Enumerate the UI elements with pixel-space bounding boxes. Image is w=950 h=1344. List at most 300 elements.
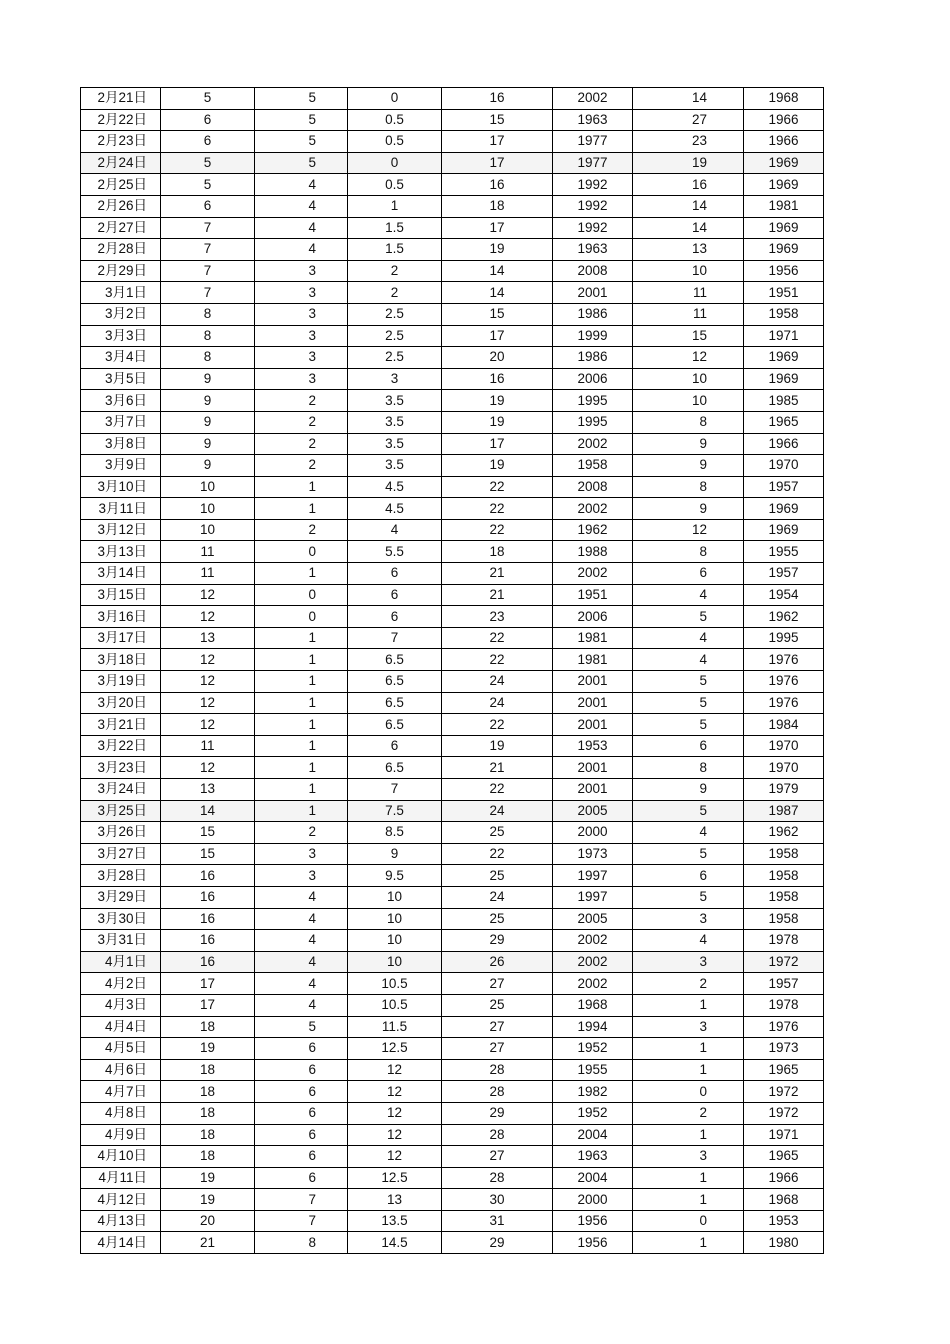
- avg-high-cell[interactable]: 16: [161, 865, 255, 887]
- record-low-year-cell[interactable]: 1972: [744, 951, 824, 973]
- record-low-year-cell[interactable]: 1955: [744, 541, 824, 563]
- record-low-cell[interactable]: 4: [633, 930, 744, 952]
- record-high-cell[interactable]: 31: [442, 1210, 553, 1232]
- avg-mean-cell[interactable]: 2.5: [348, 303, 442, 325]
- avg-high-cell[interactable]: 16: [161, 930, 255, 952]
- record-low-year-cell[interactable]: 1968: [744, 88, 824, 110]
- avg-high-cell[interactable]: 18: [161, 1016, 255, 1038]
- date-cell[interactable]: 4月6日: [81, 1059, 161, 1081]
- record-high-year-cell[interactable]: 2002: [553, 930, 633, 952]
- record-low-cell[interactable]: 12: [633, 519, 744, 541]
- avg-high-cell[interactable]: 7: [161, 260, 255, 282]
- record-low-cell[interactable]: 4: [633, 627, 744, 649]
- date-cell[interactable]: 3月10日: [81, 476, 161, 498]
- record-low-year-cell[interactable]: 1972: [744, 1102, 824, 1124]
- record-high-year-cell[interactable]: 1997: [553, 865, 633, 887]
- avg-high-cell[interactable]: 6: [161, 109, 255, 131]
- avg-high-cell[interactable]: 7: [161, 282, 255, 304]
- record-high-year-cell[interactable]: 1953: [553, 735, 633, 757]
- avg-mean-cell[interactable]: 10: [348, 908, 442, 930]
- date-cell[interactable]: 3月27日: [81, 843, 161, 865]
- avg-low-cell[interactable]: 2: [255, 433, 348, 455]
- record-high-year-cell[interactable]: 2002: [553, 973, 633, 995]
- record-low-year-cell[interactable]: 1976: [744, 1016, 824, 1038]
- record-low-year-cell[interactable]: 1980: [744, 1232, 824, 1254]
- record-high-year-cell[interactable]: 2001: [553, 779, 633, 801]
- avg-high-cell[interactable]: 9: [161, 390, 255, 412]
- avg-low-cell[interactable]: 5: [255, 131, 348, 153]
- record-high-year-cell[interactable]: 2005: [553, 800, 633, 822]
- avg-low-cell[interactable]: 1: [255, 779, 348, 801]
- record-high-year-cell[interactable]: 2002: [553, 563, 633, 585]
- avg-high-cell[interactable]: 9: [161, 411, 255, 433]
- avg-low-cell[interactable]: 1: [255, 498, 348, 520]
- avg-low-cell[interactable]: 5: [255, 1016, 348, 1038]
- record-low-cell[interactable]: 1: [633, 1124, 744, 1146]
- record-high-year-cell[interactable]: 2000: [553, 822, 633, 844]
- avg-low-cell[interactable]: 4: [255, 195, 348, 217]
- record-high-year-cell[interactable]: 1956: [553, 1210, 633, 1232]
- date-cell[interactable]: 4月10日: [81, 1146, 161, 1168]
- avg-high-cell[interactable]: 17: [161, 973, 255, 995]
- date-cell[interactable]: 4月3日: [81, 994, 161, 1016]
- record-high-year-cell[interactable]: 2002: [553, 498, 633, 520]
- avg-mean-cell[interactable]: 12: [348, 1124, 442, 1146]
- record-high-cell[interactable]: 22: [442, 649, 553, 671]
- record-low-cell[interactable]: 9: [633, 455, 744, 477]
- avg-mean-cell[interactable]: 5.5: [348, 541, 442, 563]
- avg-mean-cell[interactable]: 2: [348, 282, 442, 304]
- record-high-cell[interactable]: 18: [442, 195, 553, 217]
- record-low-year-cell[interactable]: 1970: [744, 455, 824, 477]
- avg-mean-cell[interactable]: 10: [348, 951, 442, 973]
- avg-mean-cell[interactable]: 10: [348, 930, 442, 952]
- record-low-year-cell[interactable]: 1958: [744, 865, 824, 887]
- record-low-year-cell[interactable]: 1969: [744, 347, 824, 369]
- avg-mean-cell[interactable]: 12: [348, 1102, 442, 1124]
- record-low-cell[interactable]: 1: [633, 1232, 744, 1254]
- record-low-year-cell[interactable]: 1981: [744, 195, 824, 217]
- date-cell[interactable]: 3月13日: [81, 541, 161, 563]
- avg-low-cell[interactable]: 6: [255, 1038, 348, 1060]
- record-high-cell[interactable]: 24: [442, 886, 553, 908]
- date-cell[interactable]: 2月21日: [81, 88, 161, 110]
- record-high-cell[interactable]: 28: [442, 1167, 553, 1189]
- record-high-year-cell[interactable]: 1968: [553, 994, 633, 1016]
- avg-high-cell[interactable]: 11: [161, 541, 255, 563]
- avg-high-cell[interactable]: 15: [161, 843, 255, 865]
- avg-high-cell[interactable]: 11: [161, 563, 255, 585]
- record-low-cell[interactable]: 9: [633, 498, 744, 520]
- record-low-cell[interactable]: 5: [633, 692, 744, 714]
- date-cell[interactable]: 3月6日: [81, 390, 161, 412]
- date-cell[interactable]: 3月11日: [81, 498, 161, 520]
- record-low-cell[interactable]: 3: [633, 951, 744, 973]
- record-high-year-cell[interactable]: 1992: [553, 195, 633, 217]
- avg-low-cell[interactable]: 1: [255, 735, 348, 757]
- date-cell[interactable]: 3月15日: [81, 584, 161, 606]
- record-high-cell[interactable]: 24: [442, 800, 553, 822]
- record-low-year-cell[interactable]: 1987: [744, 800, 824, 822]
- avg-high-cell[interactable]: 7: [161, 239, 255, 261]
- record-low-cell[interactable]: 2: [633, 973, 744, 995]
- avg-mean-cell[interactable]: 1: [348, 195, 442, 217]
- avg-mean-cell[interactable]: 1.5: [348, 217, 442, 239]
- record-high-cell[interactable]: 22: [442, 476, 553, 498]
- record-low-cell[interactable]: 9: [633, 433, 744, 455]
- record-low-year-cell[interactable]: 1966: [744, 1167, 824, 1189]
- avg-high-cell[interactable]: 12: [161, 671, 255, 693]
- avg-low-cell[interactable]: 2: [255, 390, 348, 412]
- avg-high-cell[interactable]: 6: [161, 195, 255, 217]
- date-cell[interactable]: 3月14日: [81, 563, 161, 585]
- record-high-cell[interactable]: 25: [442, 994, 553, 1016]
- record-high-year-cell[interactable]: 2002: [553, 951, 633, 973]
- record-high-year-cell[interactable]: 1973: [553, 843, 633, 865]
- avg-mean-cell[interactable]: 0.5: [348, 109, 442, 131]
- date-cell[interactable]: 3月16日: [81, 606, 161, 628]
- avg-low-cell[interactable]: 5: [255, 88, 348, 110]
- avg-mean-cell[interactable]: 6: [348, 563, 442, 585]
- record-low-cell[interactable]: 5: [633, 886, 744, 908]
- record-low-year-cell[interactable]: 1995: [744, 627, 824, 649]
- record-high-cell[interactable]: 14: [442, 260, 553, 282]
- avg-mean-cell[interactable]: 6.5: [348, 692, 442, 714]
- record-low-year-cell[interactable]: 1976: [744, 649, 824, 671]
- record-high-year-cell[interactable]: 2004: [553, 1167, 633, 1189]
- record-low-cell[interactable]: 4: [633, 649, 744, 671]
- record-high-cell[interactable]: 16: [442, 174, 553, 196]
- avg-low-cell[interactable]: 6: [255, 1146, 348, 1168]
- record-high-cell[interactable]: 22: [442, 714, 553, 736]
- record-low-cell[interactable]: 4: [633, 822, 744, 844]
- avg-mean-cell[interactable]: 3.5: [348, 433, 442, 455]
- record-high-year-cell[interactable]: 2001: [553, 757, 633, 779]
- avg-high-cell[interactable]: 16: [161, 951, 255, 973]
- date-cell[interactable]: 3月17日: [81, 627, 161, 649]
- record-low-year-cell[interactable]: 1976: [744, 671, 824, 693]
- avg-high-cell[interactable]: 12: [161, 692, 255, 714]
- avg-high-cell[interactable]: 18: [161, 1059, 255, 1081]
- avg-low-cell[interactable]: 6: [255, 1059, 348, 1081]
- date-cell[interactable]: 4月13日: [81, 1210, 161, 1232]
- record-low-year-cell[interactable]: 1984: [744, 714, 824, 736]
- avg-high-cell[interactable]: 14: [161, 800, 255, 822]
- date-cell[interactable]: 3月19日: [81, 671, 161, 693]
- avg-low-cell[interactable]: 5: [255, 152, 348, 174]
- avg-low-cell[interactable]: 2: [255, 411, 348, 433]
- avg-low-cell[interactable]: 6: [255, 1124, 348, 1146]
- record-high-year-cell[interactable]: 1995: [553, 411, 633, 433]
- avg-low-cell[interactable]: 4: [255, 239, 348, 261]
- date-cell[interactable]: 4月12日: [81, 1189, 161, 1211]
- date-cell[interactable]: 4月7日: [81, 1081, 161, 1103]
- record-high-year-cell[interactable]: 1951: [553, 584, 633, 606]
- avg-mean-cell[interactable]: 6.5: [348, 649, 442, 671]
- record-low-cell[interactable]: 6: [633, 563, 744, 585]
- avg-mean-cell[interactable]: 12: [348, 1059, 442, 1081]
- record-low-year-cell[interactable]: 1957: [744, 476, 824, 498]
- avg-mean-cell[interactable]: 13.5: [348, 1210, 442, 1232]
- record-low-year-cell[interactable]: 1958: [744, 886, 824, 908]
- record-high-cell[interactable]: 27: [442, 973, 553, 995]
- record-high-year-cell[interactable]: 1997: [553, 886, 633, 908]
- record-low-year-cell[interactable]: 1971: [744, 1124, 824, 1146]
- date-cell[interactable]: 3月8日: [81, 433, 161, 455]
- record-low-year-cell[interactable]: 1957: [744, 563, 824, 585]
- avg-mean-cell[interactable]: 7: [348, 627, 442, 649]
- record-high-year-cell[interactable]: 1962: [553, 519, 633, 541]
- record-low-year-cell[interactable]: 1978: [744, 994, 824, 1016]
- record-high-year-cell[interactable]: 1986: [553, 347, 633, 369]
- record-high-year-cell[interactable]: 2002: [553, 88, 633, 110]
- record-high-cell[interactable]: 25: [442, 908, 553, 930]
- record-high-cell[interactable]: 22: [442, 779, 553, 801]
- record-low-cell[interactable]: 11: [633, 282, 744, 304]
- record-low-cell[interactable]: 11: [633, 303, 744, 325]
- record-high-cell[interactable]: 21: [442, 563, 553, 585]
- record-low-year-cell[interactable]: 1958: [744, 303, 824, 325]
- record-high-year-cell[interactable]: 1952: [553, 1038, 633, 1060]
- record-high-cell[interactable]: 19: [442, 735, 553, 757]
- record-high-cell[interactable]: 29: [442, 1102, 553, 1124]
- record-high-cell[interactable]: 15: [442, 303, 553, 325]
- avg-low-cell[interactable]: 1: [255, 714, 348, 736]
- avg-low-cell[interactable]: 7: [255, 1189, 348, 1211]
- avg-mean-cell[interactable]: 10.5: [348, 973, 442, 995]
- avg-mean-cell[interactable]: 2.5: [348, 325, 442, 347]
- record-low-cell[interactable]: 16: [633, 174, 744, 196]
- avg-high-cell[interactable]: 13: [161, 779, 255, 801]
- record-high-cell[interactable]: 16: [442, 368, 553, 390]
- record-low-year-cell[interactable]: 1962: [744, 606, 824, 628]
- record-low-year-cell[interactable]: 1969: [744, 498, 824, 520]
- date-cell[interactable]: 3月9日: [81, 455, 161, 477]
- date-cell[interactable]: 4月11日: [81, 1167, 161, 1189]
- avg-high-cell[interactable]: 18: [161, 1102, 255, 1124]
- avg-high-cell[interactable]: 11: [161, 735, 255, 757]
- avg-mean-cell[interactable]: 9.5: [348, 865, 442, 887]
- record-low-year-cell[interactable]: 1966: [744, 433, 824, 455]
- record-low-cell[interactable]: 19: [633, 152, 744, 174]
- record-low-year-cell[interactable]: 1968: [744, 1189, 824, 1211]
- record-high-year-cell[interactable]: 2001: [553, 692, 633, 714]
- avg-mean-cell[interactable]: 7.5: [348, 800, 442, 822]
- record-high-year-cell[interactable]: 1963: [553, 109, 633, 131]
- record-low-cell[interactable]: 8: [633, 476, 744, 498]
- avg-mean-cell[interactable]: 12.5: [348, 1038, 442, 1060]
- date-cell[interactable]: 3月30日: [81, 908, 161, 930]
- record-high-cell[interactable]: 30: [442, 1189, 553, 1211]
- record-high-cell[interactable]: 22: [442, 627, 553, 649]
- date-cell[interactable]: 2月29日: [81, 260, 161, 282]
- record-low-year-cell[interactable]: 1957: [744, 973, 824, 995]
- date-cell[interactable]: 3月31日: [81, 930, 161, 952]
- avg-low-cell[interactable]: 1: [255, 757, 348, 779]
- avg-low-cell[interactable]: 3: [255, 347, 348, 369]
- avg-high-cell[interactable]: 9: [161, 455, 255, 477]
- avg-mean-cell[interactable]: 0.5: [348, 174, 442, 196]
- record-low-cell[interactable]: 10: [633, 368, 744, 390]
- record-high-cell[interactable]: 15: [442, 109, 553, 131]
- record-high-year-cell[interactable]: 2001: [553, 671, 633, 693]
- record-low-cell[interactable]: 1: [633, 1059, 744, 1081]
- avg-low-cell[interactable]: 2: [255, 822, 348, 844]
- avg-high-cell[interactable]: 18: [161, 1146, 255, 1168]
- avg-high-cell[interactable]: 19: [161, 1038, 255, 1060]
- avg-high-cell[interactable]: 19: [161, 1189, 255, 1211]
- avg-low-cell[interactable]: 3: [255, 282, 348, 304]
- record-high-cell[interactable]: 18: [442, 541, 553, 563]
- date-cell[interactable]: 3月18日: [81, 649, 161, 671]
- record-high-year-cell[interactable]: 2002: [553, 433, 633, 455]
- avg-mean-cell[interactable]: 3: [348, 368, 442, 390]
- date-cell[interactable]: 3月4日: [81, 347, 161, 369]
- date-cell[interactable]: 4月2日: [81, 973, 161, 995]
- avg-high-cell[interactable]: 18: [161, 1081, 255, 1103]
- record-low-year-cell[interactable]: 1958: [744, 908, 824, 930]
- record-low-cell[interactable]: 3: [633, 1016, 744, 1038]
- record-low-year-cell[interactable]: 1953: [744, 1210, 824, 1232]
- avg-mean-cell[interactable]: 6.5: [348, 757, 442, 779]
- avg-mean-cell[interactable]: 3.5: [348, 411, 442, 433]
- avg-high-cell[interactable]: 13: [161, 627, 255, 649]
- record-high-year-cell[interactable]: 1981: [553, 649, 633, 671]
- date-cell[interactable]: 3月25日: [81, 800, 161, 822]
- record-low-cell[interactable]: 4: [633, 584, 744, 606]
- record-low-year-cell[interactable]: 1966: [744, 109, 824, 131]
- avg-low-cell[interactable]: 8: [255, 1232, 348, 1254]
- avg-high-cell[interactable]: 19: [161, 1167, 255, 1189]
- avg-high-cell[interactable]: 5: [161, 152, 255, 174]
- record-low-cell[interactable]: 14: [633, 217, 744, 239]
- record-high-year-cell[interactable]: 1982: [553, 1081, 633, 1103]
- record-high-year-cell[interactable]: 1952: [553, 1102, 633, 1124]
- record-high-cell[interactable]: 24: [442, 692, 553, 714]
- record-low-year-cell[interactable]: 1969: [744, 519, 824, 541]
- record-high-cell[interactable]: 25: [442, 865, 553, 887]
- avg-mean-cell[interactable]: 12: [348, 1081, 442, 1103]
- avg-high-cell[interactable]: 12: [161, 714, 255, 736]
- avg-high-cell[interactable]: 20: [161, 1210, 255, 1232]
- record-high-year-cell[interactable]: 2000: [553, 1189, 633, 1211]
- date-cell[interactable]: 2月22日: [81, 109, 161, 131]
- record-low-cell[interactable]: 5: [633, 671, 744, 693]
- avg-low-cell[interactable]: 6: [255, 1081, 348, 1103]
- record-high-cell[interactable]: 29: [442, 1232, 553, 1254]
- avg-high-cell[interactable]: 12: [161, 649, 255, 671]
- record-low-year-cell[interactable]: 1985: [744, 390, 824, 412]
- record-high-cell[interactable]: 27: [442, 1038, 553, 1060]
- date-cell[interactable]: 3月3日: [81, 325, 161, 347]
- avg-mean-cell[interactable]: 4.5: [348, 498, 442, 520]
- avg-high-cell[interactable]: 8: [161, 347, 255, 369]
- date-cell[interactable]: 3月28日: [81, 865, 161, 887]
- record-low-year-cell[interactable]: 1956: [744, 260, 824, 282]
- record-high-year-cell[interactable]: 2004: [553, 1124, 633, 1146]
- date-cell[interactable]: 2月23日: [81, 131, 161, 153]
- record-high-year-cell[interactable]: 1992: [553, 217, 633, 239]
- avg-low-cell[interactable]: 4: [255, 951, 348, 973]
- record-high-year-cell[interactable]: 1995: [553, 390, 633, 412]
- record-high-cell[interactable]: 16: [442, 88, 553, 110]
- date-cell[interactable]: 3月20日: [81, 692, 161, 714]
- record-low-year-cell[interactable]: 1970: [744, 757, 824, 779]
- record-low-year-cell[interactable]: 1971: [744, 325, 824, 347]
- date-cell[interactable]: 4月14日: [81, 1232, 161, 1254]
- record-low-cell[interactable]: 1: [633, 994, 744, 1016]
- record-low-cell[interactable]: 15: [633, 325, 744, 347]
- avg-mean-cell[interactable]: 13: [348, 1189, 442, 1211]
- record-low-cell[interactable]: 10: [633, 260, 744, 282]
- record-low-year-cell[interactable]: 1965: [744, 1059, 824, 1081]
- record-high-year-cell[interactable]: 2001: [553, 282, 633, 304]
- avg-high-cell[interactable]: 17: [161, 994, 255, 1016]
- avg-low-cell[interactable]: 2: [255, 519, 348, 541]
- record-high-year-cell[interactable]: 2008: [553, 476, 633, 498]
- avg-low-cell[interactable]: 3: [255, 843, 348, 865]
- avg-low-cell[interactable]: 0: [255, 541, 348, 563]
- date-cell[interactable]: 3月7日: [81, 411, 161, 433]
- record-high-cell[interactable]: 17: [442, 325, 553, 347]
- date-cell[interactable]: 3月23日: [81, 757, 161, 779]
- date-cell[interactable]: 3月24日: [81, 779, 161, 801]
- date-cell[interactable]: 2月28日: [81, 239, 161, 261]
- avg-low-cell[interactable]: 2: [255, 455, 348, 477]
- record-high-cell[interactable]: 27: [442, 1016, 553, 1038]
- date-cell[interactable]: 4月8日: [81, 1102, 161, 1124]
- avg-mean-cell[interactable]: 9: [348, 843, 442, 865]
- record-low-cell[interactable]: 5: [633, 714, 744, 736]
- record-low-cell[interactable]: 8: [633, 411, 744, 433]
- record-high-year-cell[interactable]: 1981: [553, 627, 633, 649]
- record-high-cell[interactable]: 22: [442, 498, 553, 520]
- record-high-year-cell[interactable]: 1956: [553, 1232, 633, 1254]
- record-high-cell[interactable]: 28: [442, 1081, 553, 1103]
- record-low-cell[interactable]: 3: [633, 1146, 744, 1168]
- avg-mean-cell[interactable]: 2: [348, 260, 442, 282]
- record-high-cell[interactable]: 19: [442, 455, 553, 477]
- avg-low-cell[interactable]: 1: [255, 649, 348, 671]
- record-high-year-cell[interactable]: 2005: [553, 908, 633, 930]
- record-high-year-cell[interactable]: 1977: [553, 131, 633, 153]
- avg-low-cell[interactable]: 4: [255, 174, 348, 196]
- record-low-year-cell[interactable]: 1976: [744, 692, 824, 714]
- avg-mean-cell[interactable]: 6: [348, 735, 442, 757]
- avg-low-cell[interactable]: 1: [255, 563, 348, 585]
- record-low-year-cell[interactable]: 1969: [744, 239, 824, 261]
- record-low-year-cell[interactable]: 1954: [744, 584, 824, 606]
- record-high-cell[interactable]: 19: [442, 390, 553, 412]
- record-high-cell[interactable]: 27: [442, 1146, 553, 1168]
- record-low-year-cell[interactable]: 1962: [744, 822, 824, 844]
- record-high-year-cell[interactable]: 1977: [553, 152, 633, 174]
- record-high-cell[interactable]: 28: [442, 1059, 553, 1081]
- record-high-year-cell[interactable]: 1963: [553, 239, 633, 261]
- avg-high-cell[interactable]: 9: [161, 433, 255, 455]
- avg-high-cell[interactable]: 6: [161, 131, 255, 153]
- record-low-cell[interactable]: 9: [633, 779, 744, 801]
- record-low-cell[interactable]: 6: [633, 735, 744, 757]
- avg-mean-cell[interactable]: 3.5: [348, 390, 442, 412]
- avg-mean-cell[interactable]: 11.5: [348, 1016, 442, 1038]
- record-low-cell[interactable]: 10: [633, 390, 744, 412]
- record-low-year-cell[interactable]: 1969: [744, 368, 824, 390]
- avg-low-cell[interactable]: 7: [255, 1210, 348, 1232]
- record-high-cell[interactable]: 24: [442, 671, 553, 693]
- record-high-cell[interactable]: 21: [442, 757, 553, 779]
- record-low-year-cell[interactable]: 1969: [744, 217, 824, 239]
